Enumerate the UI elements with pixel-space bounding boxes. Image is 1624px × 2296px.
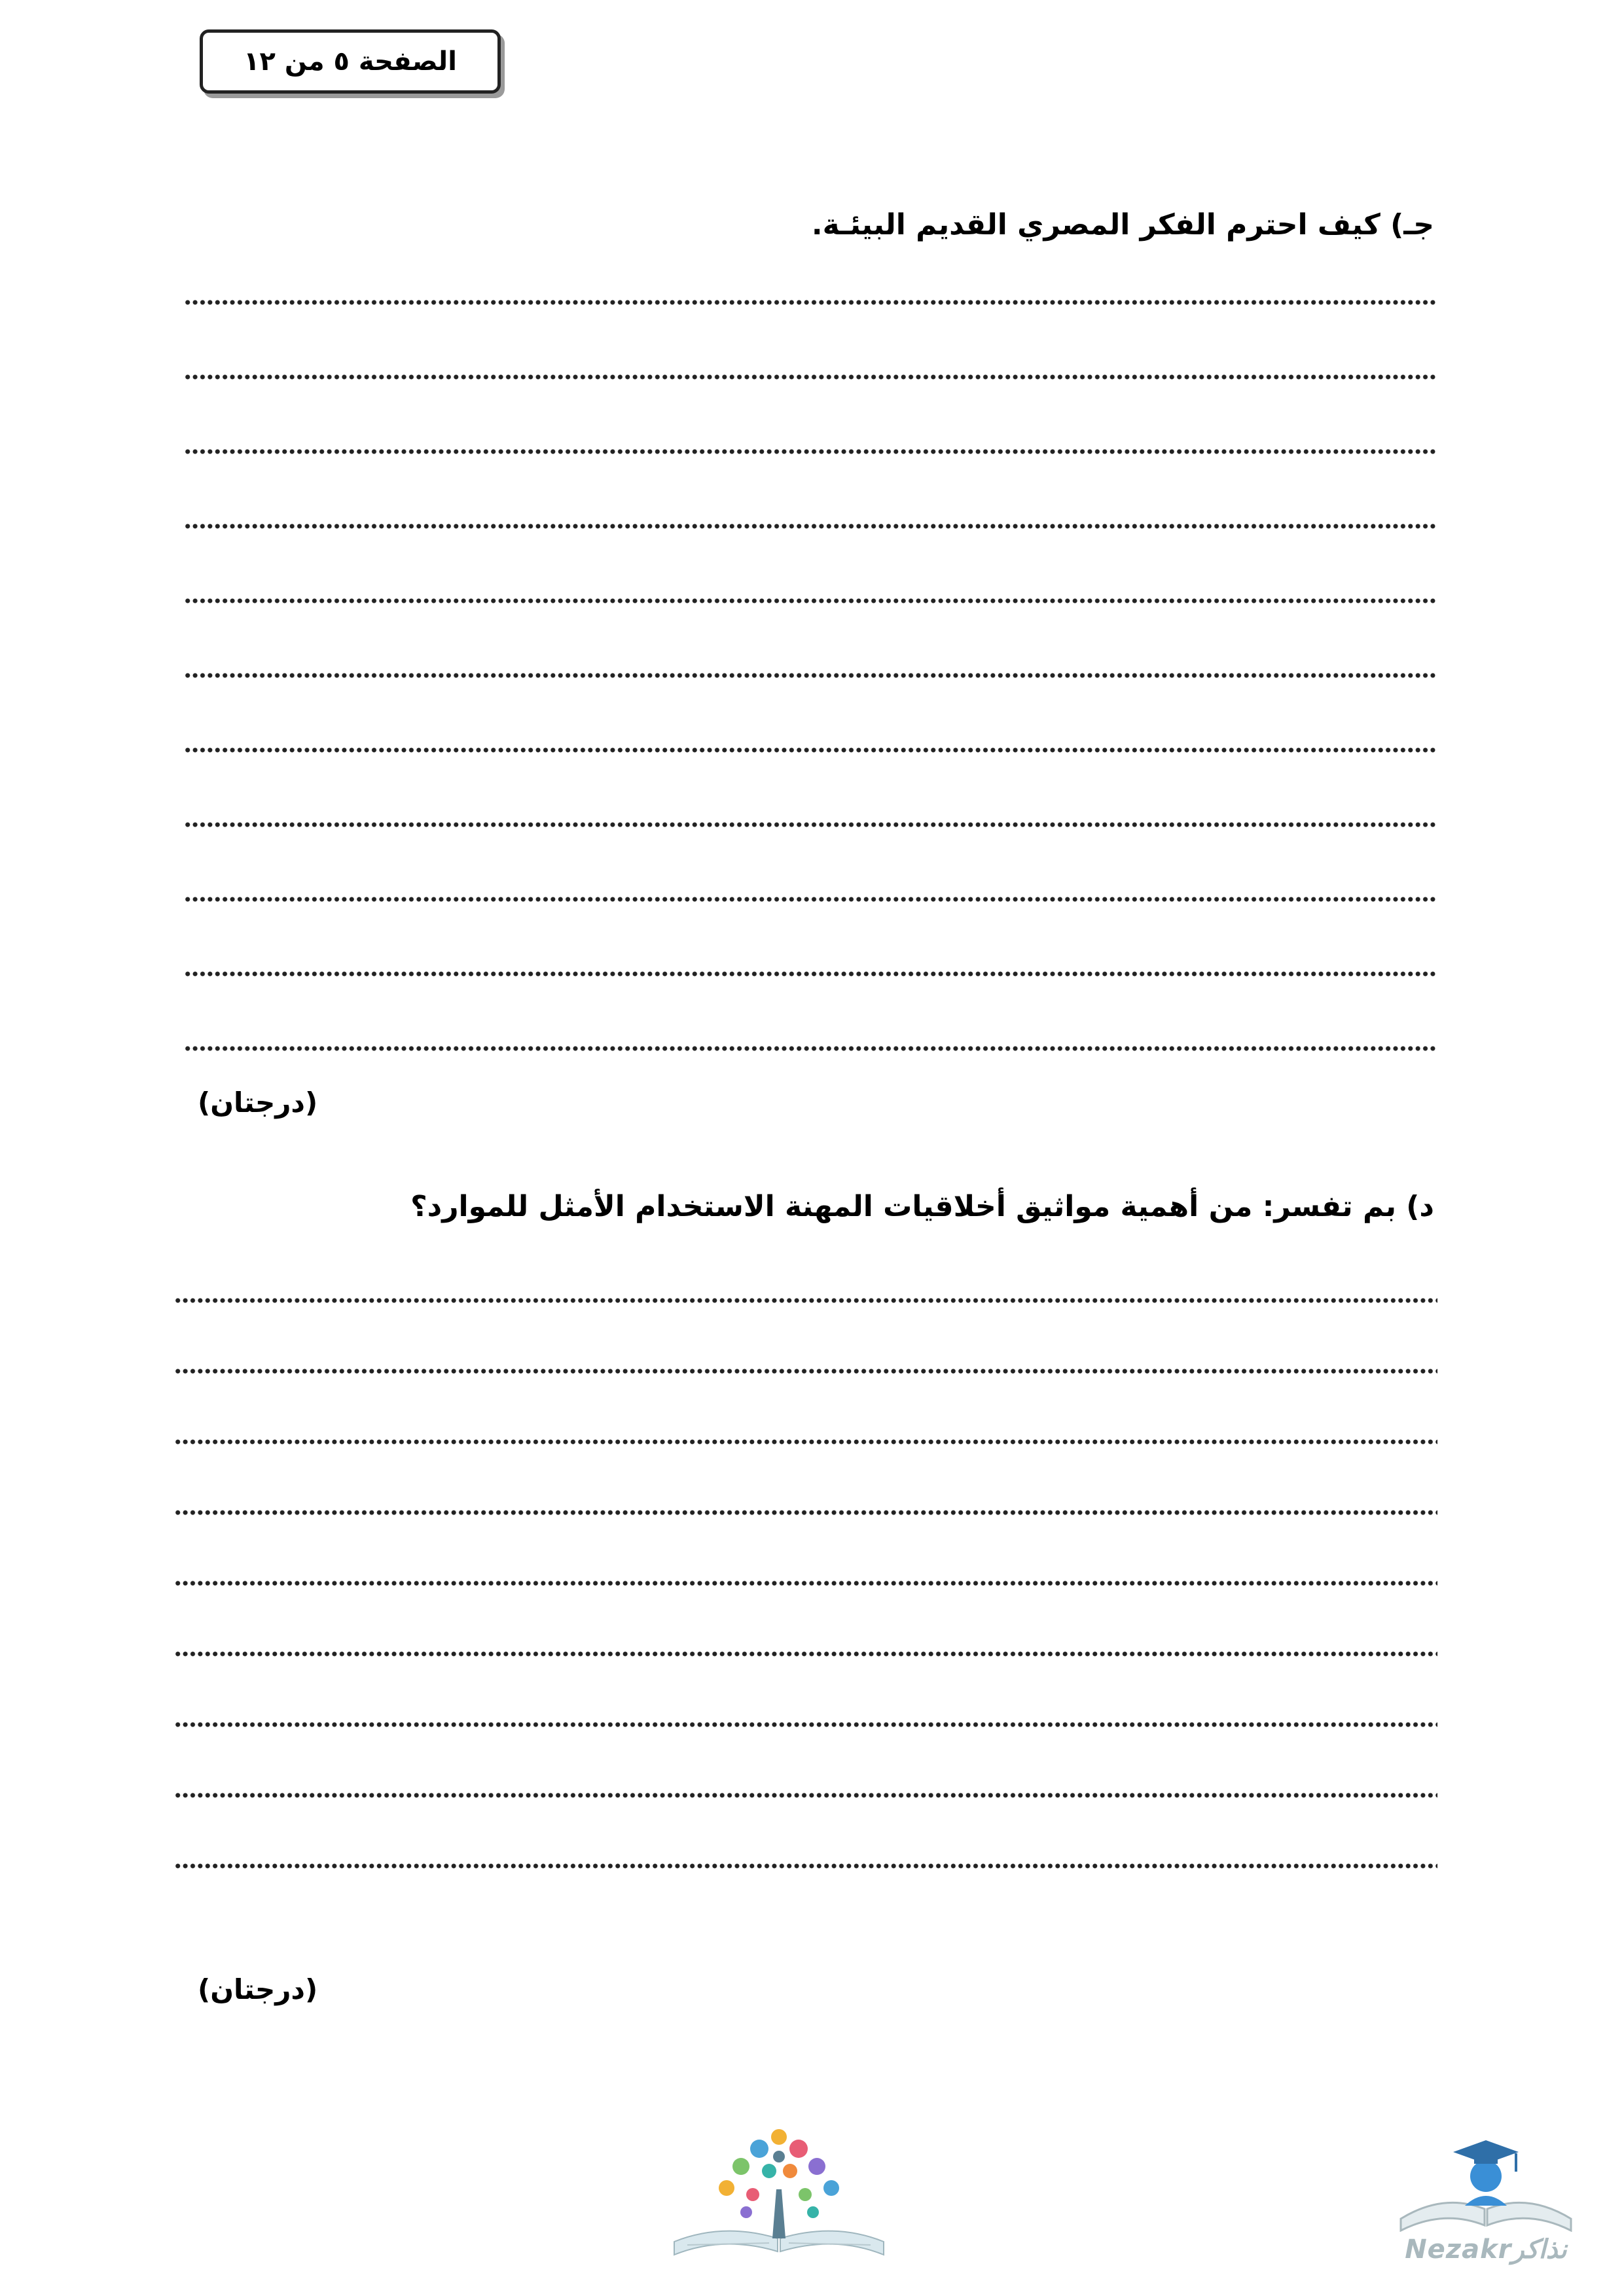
answer-line[interactable] [174, 1437, 1437, 1508]
answer-line[interactable] [184, 447, 1437, 522]
answer-line[interactable] [174, 1508, 1437, 1579]
dotted-rule [174, 1437, 1437, 1446]
answer-line[interactable] [174, 1579, 1437, 1649]
graduate-book-icon [1388, 2121, 1584, 2232]
answer-line[interactable] [174, 1720, 1437, 1791]
dotted-rule [184, 745, 1437, 755]
brand-arabic: نذاكر [1511, 2234, 1567, 2265]
brand-name [1388, 2234, 1584, 2265]
answer-line[interactable] [184, 820, 1437, 895]
nezakr-logo [1388, 2121, 1584, 2265]
grade-label-d: (درجتان) [198, 1973, 318, 2005]
dotted-rule [174, 1720, 1437, 1729]
dotted-rule [184, 447, 1437, 456]
dotted-rule [184, 820, 1437, 829]
answer-lines-c[interactable] [184, 298, 1437, 1119]
dotted-rule [184, 372, 1437, 382]
answer-line[interactable] [174, 1367, 1437, 1437]
question-d-text: د) بم تفسر: من أهمية مواثيق أخلاقيات المهنة الاستخدام الأمثل للموارد؟ [410, 1190, 1434, 1223]
dotted-rule [184, 895, 1437, 904]
answer-line[interactable] [174, 1861, 1437, 1932]
dotted-rule [174, 1579, 1437, 1588]
dotted-rule [174, 1791, 1437, 1800]
education-tree-logo [661, 2111, 897, 2265]
answer-line[interactable] [184, 596, 1437, 671]
answer-line[interactable] [184, 745, 1437, 820]
dotted-rule [184, 298, 1437, 307]
brand-latin: Nezakr [1405, 2234, 1512, 2265]
answer-line[interactable] [184, 969, 1437, 1044]
dotted-rule [174, 1367, 1437, 1376]
answer-line[interactable] [184, 671, 1437, 745]
dotted-rule [184, 522, 1437, 531]
question-c-text: جـ) كيف احترم الفكر المصري القديم البيئـة. [811, 208, 1434, 242]
answer-line[interactable] [184, 1044, 1437, 1119]
grade-label-c: (درجتان) [198, 1086, 318, 1119]
dotted-rule [174, 1861, 1437, 1871]
answer-line[interactable] [174, 1649, 1437, 1720]
answer-line[interactable] [184, 522, 1437, 596]
dotted-rule [184, 671, 1437, 680]
answer-line[interactable] [174, 1791, 1437, 1861]
dotted-rule [174, 1649, 1437, 1659]
page-number-badge [200, 29, 501, 94]
answer-line[interactable] [174, 1296, 1437, 1367]
dotted-rule [174, 1508, 1437, 1517]
dotted-rule [184, 969, 1437, 978]
dotted-rule [184, 1044, 1437, 1053]
answer-line[interactable] [184, 372, 1437, 447]
page-number-label: الصفحة ٥ من ١٢ [244, 46, 457, 77]
answer-lines-d[interactable] [174, 1296, 1437, 1932]
answer-line[interactable] [184, 298, 1437, 372]
dotted-rule [174, 1296, 1437, 1305]
answer-line[interactable] [184, 895, 1437, 969]
dotted-rule [184, 596, 1437, 605]
